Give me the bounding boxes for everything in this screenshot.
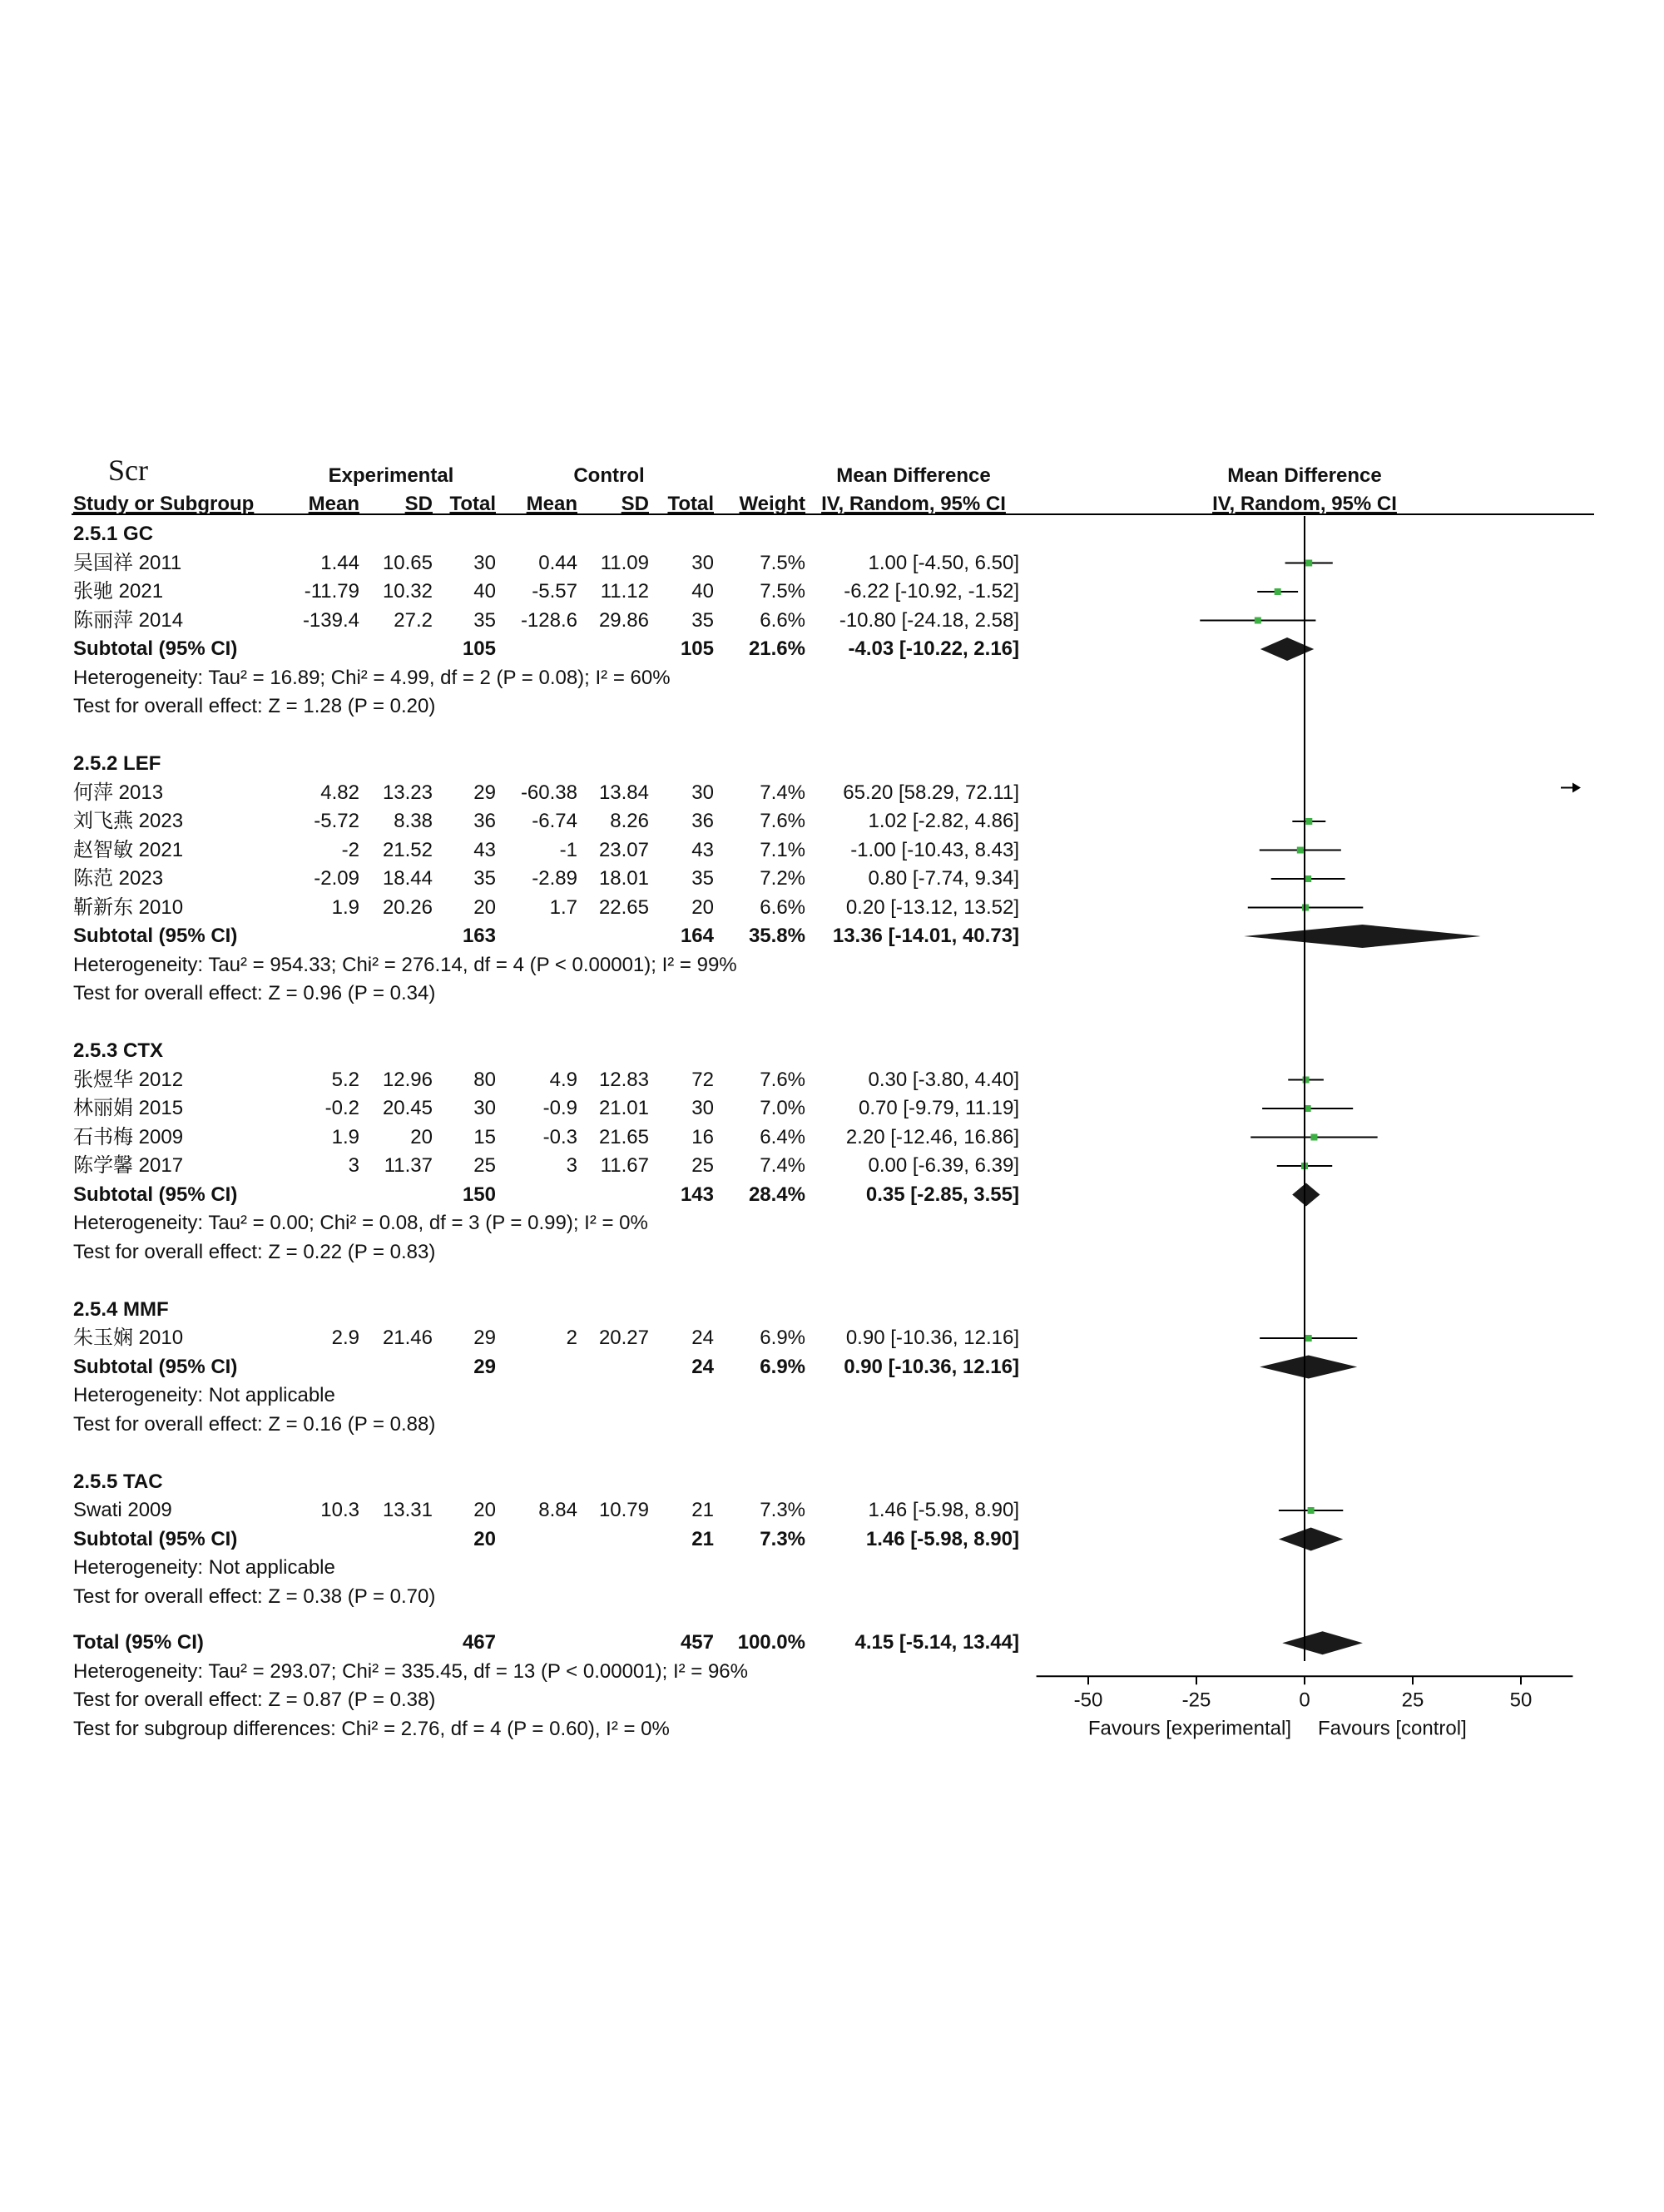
study-mean-control: -0.3: [542, 1125, 577, 1148]
subtotal-diamond: [1279, 1528, 1343, 1551]
study-sd-control: 11.12: [600, 580, 649, 603]
total-label: Total (95% CI): [73, 1631, 204, 1654]
subtotal-ci: 13.36 [-14.01, 40.73]: [832, 925, 1019, 947]
study-name: 朱玉娴 2010: [73, 1327, 184, 1349]
study-total-control: 43: [691, 838, 714, 861]
effect-square: [1308, 1507, 1315, 1514]
study-total-control: 30: [691, 1097, 714, 1119]
study-sd-experimental: 12.96: [382, 1068, 433, 1091]
study-sd-experimental: 20.45: [382, 1097, 433, 1119]
favours-experimental-label: Favours [experimental]: [1087, 1717, 1291, 1740]
subtotal-weight: 7.3%: [760, 1527, 805, 1550]
study-sd-experimental: 27.2: [394, 608, 433, 632]
subgroup-label: 2.5.3 CTX: [73, 1039, 164, 1062]
study-sd-control: 20.27: [598, 1327, 649, 1349]
study-mean-control: 8.84: [538, 1499, 577, 1521]
effect-square: [1255, 617, 1261, 624]
study-ci: 0.80 [-7.74, 9.34]: [868, 867, 1019, 890]
study-sd-experimental: 13.31: [382, 1499, 433, 1521]
study-total-experimental: 40: [473, 580, 496, 603]
study-name: 陈范 2023: [73, 867, 164, 890]
study-mean-experimental: 4.82: [320, 781, 359, 804]
header-group-control: Control: [573, 464, 645, 487]
subgroup-label: 2.5.5 TAC: [73, 1470, 163, 1493]
header-study-col: Study or Subgroup: [73, 493, 255, 515]
header-mean-control: Mean: [526, 493, 577, 515]
header-plot-col: Mean Difference: [1227, 464, 1382, 487]
study-mean-experimental: 1.9: [331, 1125, 359, 1148]
study-total-control: 35: [691, 867, 714, 890]
study-mean-experimental: 1.9: [331, 895, 359, 919]
study-mean-experimental: 5.2: [331, 1068, 359, 1091]
study-sd-experimental: 21.46: [382, 1327, 433, 1349]
study-sd-control: 13.84: [598, 781, 649, 804]
header-total-experimental: Total: [449, 493, 496, 515]
study-total-experimental: 80: [473, 1068, 496, 1091]
header-sd-control: SD: [621, 493, 649, 515]
x-tick-label: 25: [1401, 1689, 1424, 1712]
study-mean-control: -60.38: [520, 781, 577, 804]
study-mean-experimental: 3: [348, 1154, 359, 1177]
effect-square: [1305, 560, 1312, 567]
study-mean-experimental: -139.4: [302, 608, 359, 632]
effect-square: [1305, 1335, 1312, 1342]
study-sd-control: 12.83: [598, 1068, 649, 1091]
study-total-experimental: 20: [473, 1499, 496, 1521]
total-n-control: 457: [680, 1631, 714, 1654]
total-heterogeneity: Heterogeneity: Tau² = 293.07; Chi² = 335.45, df = 13 (P < 0.00001); I² = 96%: [73, 1659, 748, 1683]
study-mean-control: -6.74: [532, 810, 577, 832]
heterogeneity-text: Heterogeneity: Tau² = 0.00; Chi² = 0.08, df = 3 (P = 0.99); I² = 0%: [73, 1212, 648, 1234]
study-sd-experimental: 13.23: [382, 781, 433, 804]
study-total-experimental: 29: [473, 1327, 496, 1349]
study-total-control: 20: [691, 895, 714, 919]
overall-effect-text: Test for overall effect: Z = 0.16 (P = 0.88): [73, 1412, 436, 1436]
study-sd-experimental: 10.65: [382, 551, 433, 574]
study-ci: 0.20 [-13.12, 13.52]: [845, 895, 1019, 919]
effect-square: [1305, 875, 1311, 882]
x-tick-label: -25: [1181, 1689, 1211, 1712]
study-mean-control: 3: [566, 1154, 577, 1177]
subtotal-ci: -4.03 [-10.22, 2.16]: [848, 637, 1019, 660]
study-mean-control: -2.89: [532, 867, 577, 890]
study-total-experimental: 25: [473, 1154, 496, 1177]
study-weight: 7.2%: [760, 867, 805, 890]
study-name: 石书梅 2009: [73, 1125, 184, 1148]
study-total-experimental: 29: [473, 781, 496, 804]
study-mean-control: -128.6: [520, 608, 577, 632]
study-ci: -10.80 [-24.18, 2.58]: [839, 608, 1019, 632]
study-sd-control: 10.79: [598, 1499, 649, 1521]
study-weight: 6.6%: [760, 895, 805, 919]
overall-effect-text: Test for overall effect: Z = 0.96 (P = 0.34): [73, 982, 436, 1004]
chart-title: Scr: [108, 454, 148, 487]
study-name: 刘飞燕 2023: [73, 810, 184, 832]
study-mean-control: -0.9: [542, 1097, 577, 1119]
x-tick-label: -50: [1073, 1689, 1103, 1712]
study-mean-experimental: -5.72: [314, 810, 359, 832]
study-total-control: 25: [691, 1154, 714, 1177]
study-ci: 0.70 [-9.79, 11.19]: [858, 1097, 1019, 1119]
heterogeneity-text: Heterogeneity: Tau² = 954.33; Chi² = 276.14, df = 4 (P < 0.00001); I² = 99%: [73, 953, 737, 976]
header-sd-experimental: SD: [404, 493, 433, 515]
subtotal-label: Subtotal (95% CI): [73, 637, 238, 660]
study-ci: -6.22 [-10.92, -1.52]: [844, 580, 1019, 603]
study-ci: 1.00 [-4.50, 6.50]: [868, 551, 1019, 574]
study-mean-control: 0.44: [538, 551, 577, 574]
overall-effect-text: Test for overall effect: Z = 0.38 (P = 0.70): [73, 1585, 436, 1608]
study-ci: -1.00 [-10.43, 8.43]: [850, 838, 1019, 861]
study-sd-control: 23.07: [598, 838, 649, 861]
study-sd-experimental: 18.44: [382, 867, 433, 890]
subtotal-total-control: 164: [680, 925, 714, 947]
subgroup-label: 2.5.4 MMF: [73, 1297, 169, 1321]
study-weight: 7.1%: [760, 838, 805, 861]
subtotal-total-control: 24: [691, 1355, 714, 1378]
total-overall-effect: Test for overall effect: Z = 0.87 (P = 0.38): [73, 1689, 436, 1712]
study-mean-control: 2: [566, 1327, 577, 1349]
study-mean-experimental: -2.09: [314, 867, 359, 890]
study-weight: 7.5%: [760, 551, 805, 574]
effect-square: [1310, 1134, 1317, 1141]
subtotal-ci: 0.90 [-10.36, 12.16]: [844, 1355, 1019, 1378]
subtotal-total-experimental: 20: [473, 1527, 496, 1550]
study-weight: 6.9%: [760, 1327, 805, 1349]
study-name: 张煜华 2012: [73, 1068, 184, 1091]
study-total-experimental: 30: [473, 551, 496, 574]
study-weight: 7.4%: [760, 781, 805, 804]
study-total-experimental: 20: [473, 895, 496, 919]
study-name: 林丽娟 2015: [73, 1097, 184, 1119]
header-effect-sub: IV, Random, 95% CI: [821, 493, 1006, 515]
total-ci: 4.15 [-5.14, 13.44]: [854, 1631, 1019, 1654]
subtotal-diamond: [1260, 637, 1314, 661]
study-mean-experimental: 10.3: [320, 1499, 359, 1521]
subtotal-ci: 1.46 [-5.98, 8.90]: [865, 1527, 1019, 1550]
subtotal-total-experimental: 150: [462, 1183, 496, 1206]
study-ci: 1.02 [-2.82, 4.86]: [868, 810, 1019, 832]
header-group-experimental: Experimental: [328, 464, 454, 487]
study-sd-control: 11.67: [600, 1154, 649, 1177]
study-mean-control: -5.57: [532, 580, 577, 603]
study-weight: 7.3%: [760, 1499, 805, 1521]
subtotal-total-control: 105: [680, 637, 714, 660]
study-sd-control: 21.65: [598, 1125, 649, 1148]
study-total-experimental: 36: [473, 810, 496, 832]
study-total-experimental: 15: [473, 1125, 496, 1148]
study-total-control: 35: [691, 608, 714, 632]
study-weight: 7.0%: [760, 1097, 805, 1119]
study-mean-experimental: -2: [341, 838, 359, 861]
study-sd-control: 29.86: [598, 608, 649, 632]
study-total-control: 36: [691, 810, 714, 832]
subgroup-label: 2.5.1 GC: [73, 523, 154, 545]
study-weight: 7.5%: [760, 580, 805, 603]
study-name: 陈学馨 2017: [73, 1154, 184, 1177]
subtotal-diamond: [1244, 925, 1481, 948]
study-total-control: 30: [691, 551, 714, 574]
study-total-experimental: 30: [473, 1097, 496, 1119]
study-name: 靳新东 2010: [73, 895, 184, 919]
header-total-control: Total: [667, 493, 714, 515]
study-sd-experimental: 8.38: [394, 810, 433, 832]
ci-arrow-head: [1572, 783, 1581, 793]
subtotal-ci: 0.35 [-2.85, 3.55]: [865, 1183, 1019, 1206]
subtotal-weight: 6.9%: [760, 1355, 805, 1378]
subtotal-label: Subtotal (95% CI): [73, 1355, 238, 1378]
heterogeneity-text: Heterogeneity: Not applicable: [73, 1556, 335, 1579]
study-sd-experimental: 20.26: [382, 895, 433, 919]
study-name: 张驰 2021: [73, 580, 164, 603]
study-mean-control: -1: [559, 838, 577, 861]
study-ci: 2.20 [-12.46, 16.86]: [845, 1125, 1019, 1148]
study-mean-experimental: -11.79: [304, 580, 359, 603]
study-weight: 7.6%: [760, 1068, 805, 1091]
overall-effect-text: Test for overall effect: Z = 1.28 (P = 0.20): [73, 695, 436, 717]
study-total-control: 16: [691, 1125, 714, 1148]
total-diamond: [1282, 1631, 1363, 1654]
study-mean-experimental: -0.2: [324, 1097, 359, 1119]
study-sd-experimental: 20: [410, 1125, 433, 1148]
heterogeneity-text: Heterogeneity: Not applicable: [73, 1384, 335, 1406]
study-total-experimental: 35: [473, 867, 496, 890]
study-total-control: 40: [691, 580, 714, 603]
study-sd-control: 21.01: [598, 1097, 649, 1119]
study-ci: 65.20 [58.29, 72.11]: [843, 781, 1019, 804]
total-weight: 100.0%: [737, 1631, 805, 1654]
study-sd-control: 22.65: [598, 895, 649, 919]
subtotal-total-experimental: 163: [462, 925, 496, 947]
study-total-control: 21: [691, 1499, 714, 1521]
study-sd-experimental: 11.37: [384, 1154, 433, 1177]
study-name: 何萍 2013: [73, 781, 164, 804]
subtotal-weight: 28.4%: [748, 1183, 805, 1206]
study-mean-experimental: 2.9: [331, 1327, 359, 1349]
study-mean-control: 4.9: [549, 1068, 577, 1091]
x-tick-label: 50: [1509, 1689, 1533, 1712]
study-sd-control: 18.01: [598, 867, 649, 890]
study-ci: 1.46 [-5.98, 8.90]: [868, 1499, 1019, 1521]
study-name: 陈丽萍 2014: [73, 608, 184, 632]
effect-square: [1297, 847, 1304, 854]
overall-effect-text: Test for overall effect: Z = 0.22 (P = 0.83): [73, 1240, 436, 1263]
study-sd-control: 11.09: [600, 551, 649, 574]
study-name: 赵智敏 2021: [73, 838, 184, 861]
header-effect-col: Mean Difference: [836, 464, 991, 487]
study-weight: 6.4%: [760, 1125, 805, 1148]
subtotal-label: Subtotal (95% CI): [73, 1183, 238, 1206]
subgroup-label: 2.5.2 LEF: [73, 752, 161, 775]
subtotal-total-experimental: 29: [473, 1355, 496, 1378]
study-ci: 0.90 [-10.36, 12.16]: [845, 1327, 1019, 1349]
study-ci: 0.30 [-3.80, 4.40]: [868, 1068, 1019, 1091]
study-name: Swati 2009: [73, 1499, 172, 1521]
favours-control-label: Favours [control]: [1318, 1717, 1467, 1740]
effect-square: [1303, 1077, 1310, 1084]
study-weight: 7.4%: [760, 1154, 805, 1177]
total-n-experimental: 467: [462, 1631, 496, 1654]
study-name: 吴国祥 2011: [73, 551, 182, 574]
study-mean-control: 1.7: [549, 895, 577, 919]
heterogeneity-text: Heterogeneity: Tau² = 16.89; Chi² = 4.99, df = 2 (P = 0.08); I² = 60%: [73, 666, 671, 689]
effect-square: [1302, 905, 1309, 911]
study-total-experimental: 43: [473, 838, 496, 861]
study-ci: 0.00 [-6.39, 6.39]: [868, 1154, 1019, 1177]
study-total-control: 72: [691, 1068, 714, 1091]
subgroup-differences: Test for subgroup differences: Chi² = 2.76, df = 4 (P = 0.60), I² = 0%: [73, 1717, 670, 1740]
subtotal-diamond: [1292, 1183, 1320, 1207]
study-weight: 7.6%: [760, 810, 805, 832]
effect-square: [1305, 818, 1312, 825]
study-sd-experimental: 21.52: [382, 838, 433, 861]
subtotal-total-experimental: 105: [462, 637, 496, 660]
study-total-control: 24: [691, 1327, 714, 1349]
header-plot-sub: IV, Random, 95% CI: [1212, 493, 1397, 515]
subtotal-label: Subtotal (95% CI): [73, 1527, 238, 1550]
study-mean-experimental: 1.44: [320, 551, 359, 574]
effect-square: [1275, 588, 1281, 595]
subtotal-weight: 35.8%: [748, 925, 805, 947]
subtotal-total-control: 21: [691, 1527, 714, 1550]
header-weight: Weight: [739, 493, 805, 515]
subtotal-weight: 21.6%: [748, 637, 805, 660]
subtotal-label: Subtotal (95% CI): [73, 925, 238, 947]
study-sd-control: 8.26: [610, 810, 649, 832]
subtotal-diamond: [1260, 1356, 1357, 1379]
study-sd-experimental: 10.32: [382, 580, 433, 603]
subtotal-total-control: 143: [680, 1183, 714, 1206]
study-total-control: 30: [691, 781, 714, 804]
x-tick-label: 0: [1299, 1689, 1310, 1712]
header-mean-experimental: Mean: [308, 493, 359, 515]
study-total-experimental: 35: [473, 608, 496, 632]
study-weight: 6.6%: [760, 608, 805, 632]
